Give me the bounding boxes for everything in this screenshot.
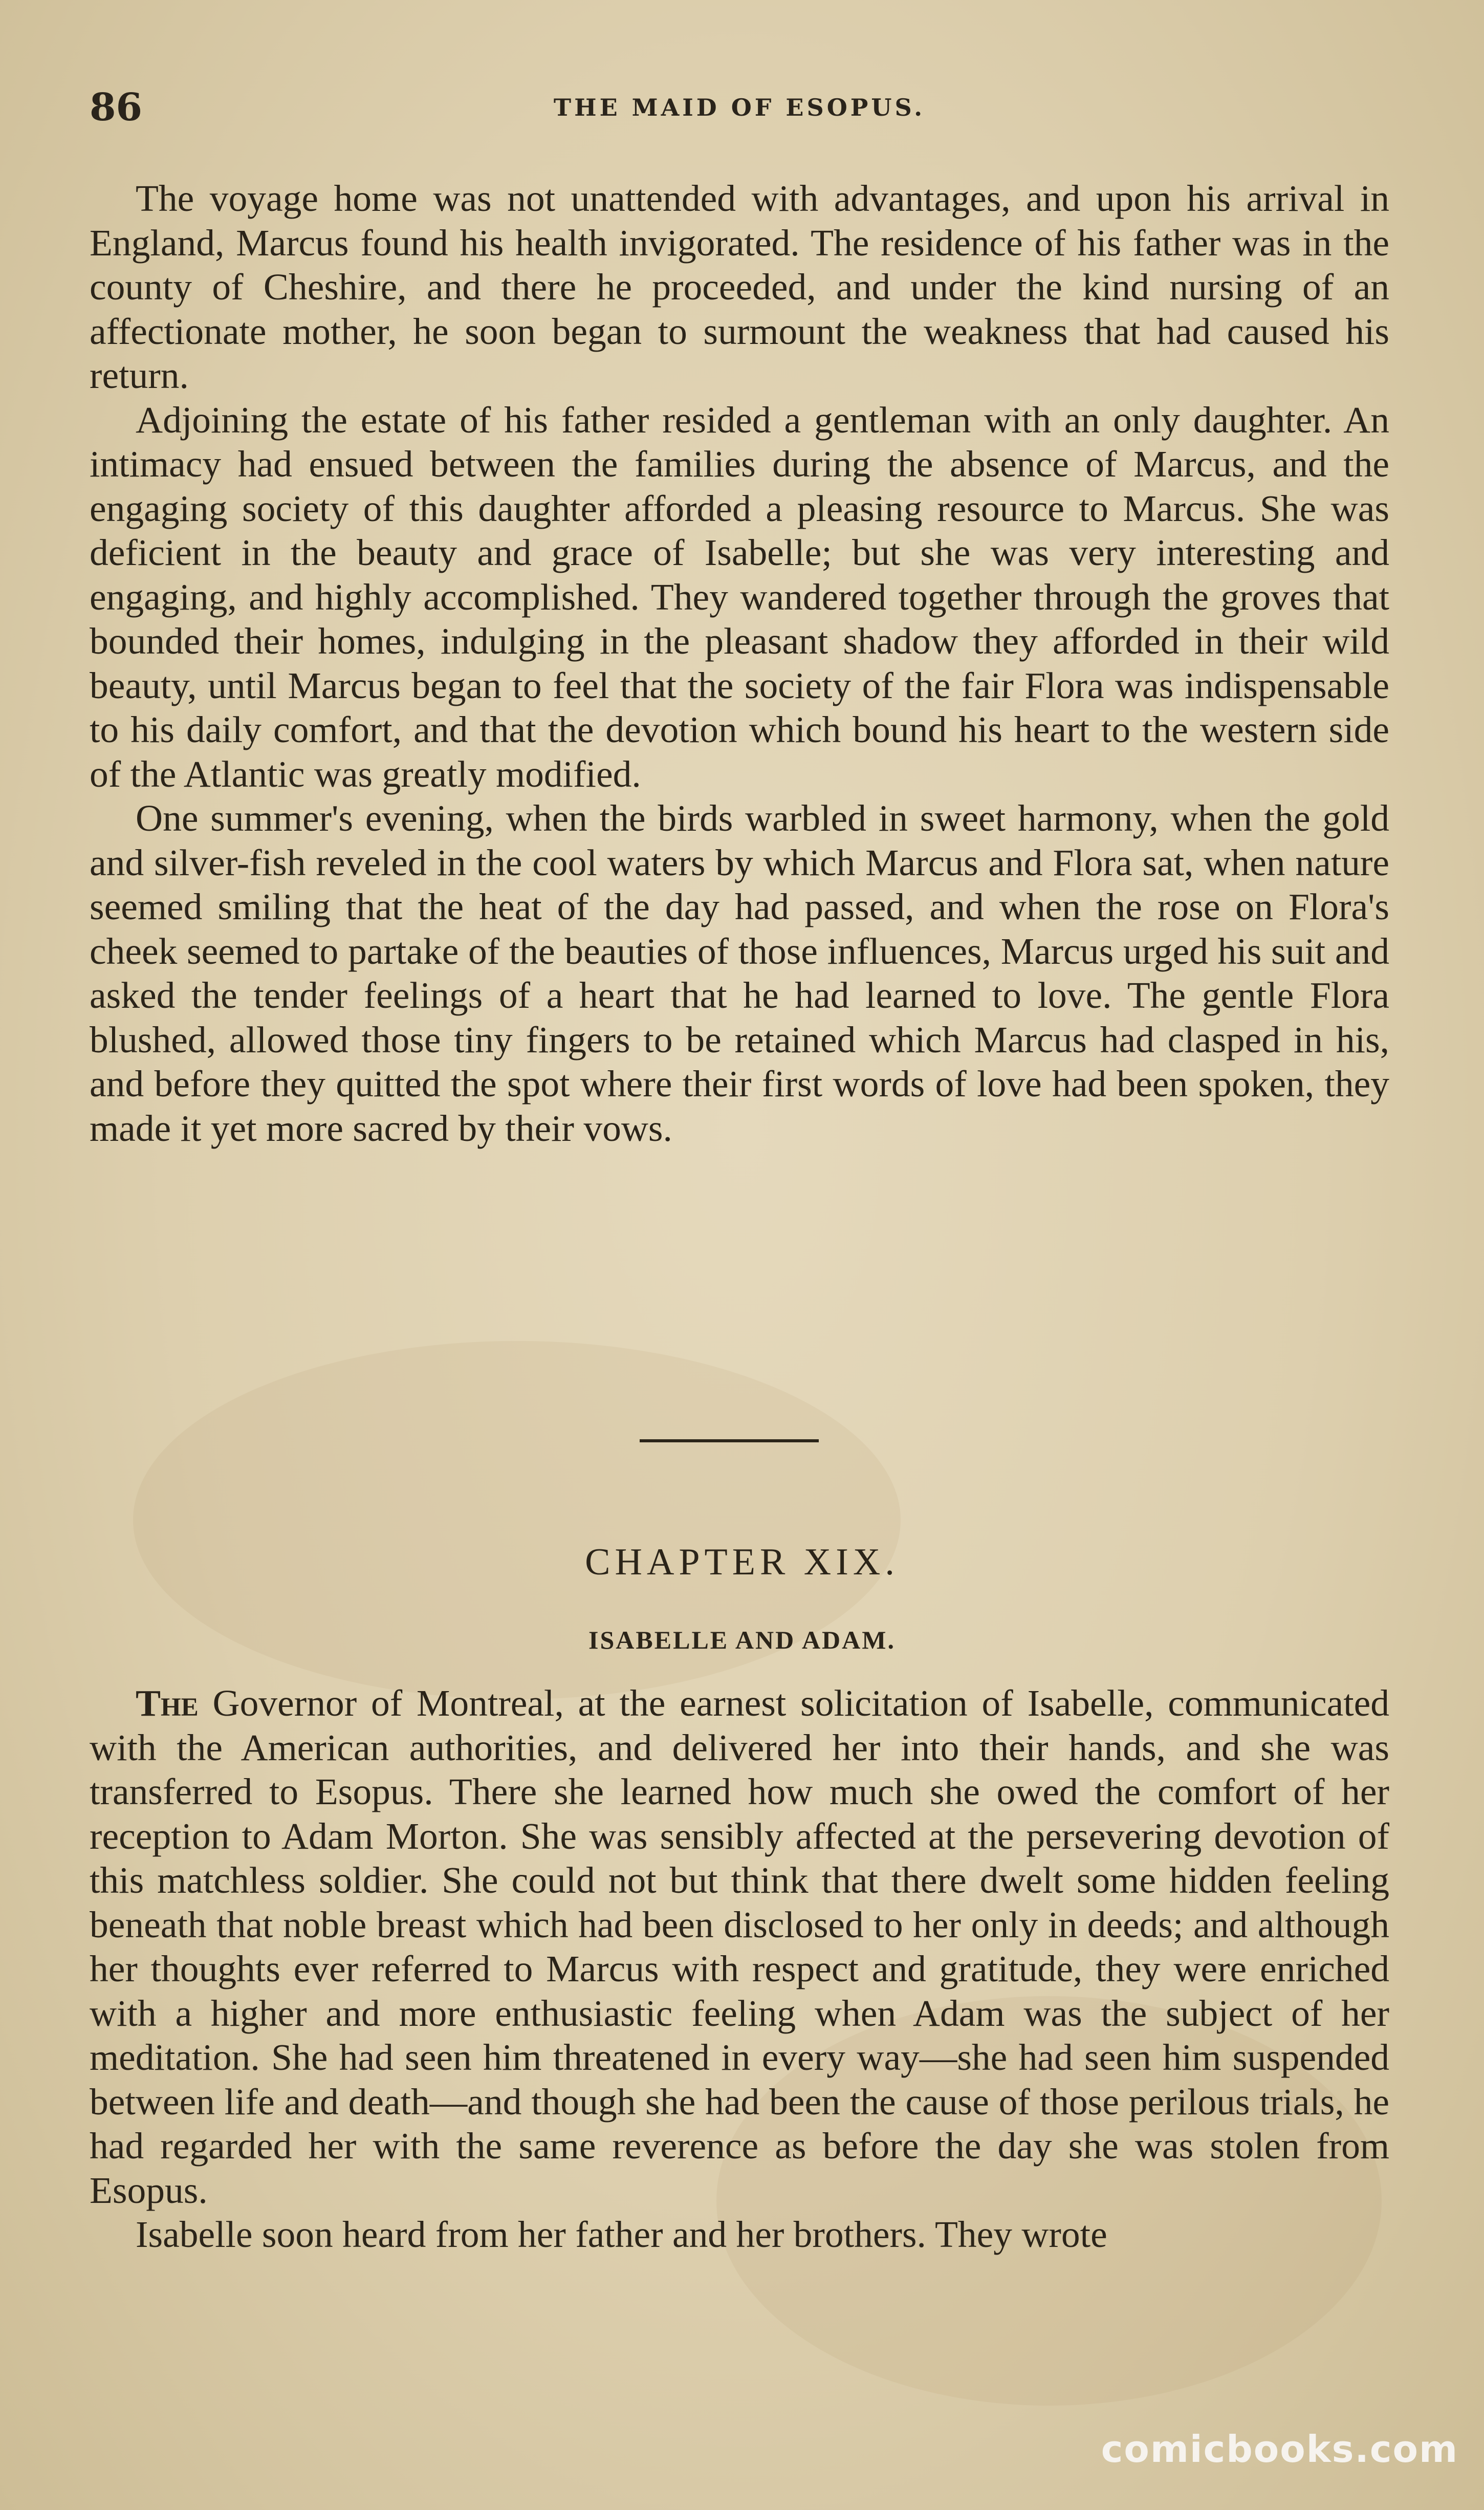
paragraph: One summer's evening, when the birds warbled in sweet harmony, when the gold and silver-fish reveled in the cool waters by which Marcus and Flora sat, when nature seemed smiling that the heat of the day had passed, and when the rose on Flora's cheek seemed to partake of the beauties of those influences, Marcus urged his suit and asked the tender feelings of a heart that he had learned to love. The gentle Flora blushed, allowed those tiny fingers to be retained which Marcus had clasped in his, and before they quitted the spot where their first words of love had been spoken, they made it yet more sacred by their vows. bbox=[90, 797, 1389, 1149]
paragraph: Adjoining the estate of his father resided a gentleman with an only daughter. An intimacy had ensued between the families during the absence of Marcus, and the engaging society of this daughter afforded a pleasing resource to Marcus. She was deficient in the beauty and grace of Isabelle; but she was very interesting and engaging, and highly accomplished. They wandered together through the groves that bounded their homes, indulging in the pleasant shadow they afforded in their wild beauty, until Marcus began to feel that the society of the fair Flora was indispensable to his daily comfort, and that the devotion which bound his heart to the western side of the Atlantic was greatly modified. bbox=[90, 399, 1389, 795]
running-title: THE MAID OF ESOPUS. bbox=[553, 94, 926, 121]
text-block-chapter bbox=[90, 1681, 1389, 2257]
section-divider bbox=[640, 1439, 819, 1442]
page-number: 86 bbox=[90, 85, 142, 129]
watermark: comicbooks.com bbox=[1101, 2428, 1458, 2471]
text-block-before-chapter bbox=[90, 177, 1389, 1151]
paragraph-text: Governor of Montreal, at the earnest solicitation of Isabelle, communicated with the American authorities, and delivered her into their hands, and she was transferred to Esopus. There she learned how much she owed the comfort of her reception to Adam Morton. She was sensibly affected at the persevering devotion of this matchless soldier. She could not but think that there dwelt some hidden feeling beneath that noble breast which had been disclosed to her only in deeds; and although her thoughts ever referred to Marcus with respect and gratitude, they were enriched with a higher and more enthusiastic feeling when Adam was the subject of her meditation. She had seen him threatened in every way—she had seen him suspended between life and death—and though she had been the cause of those perilous trials, he had regarded her with the same reverence as before the day she was stolen from Esopus. bbox=[90, 1682, 1389, 2211]
opening-word: The bbox=[136, 1682, 199, 1724]
paragraph: Isabelle soon heard from her father and her brothers. They wrote bbox=[136, 2214, 1107, 2255]
paragraph bbox=[90, 1681, 1389, 2213]
paragraph: The voyage home was not unattended with advantages, and upon his arrival in England, Marcus found his health invigorated. The residence of his father was in the county of Cheshire, and there he proceeded, and under the kind nursing of an affectionate mother, he soon began to surmount the weakness that had caused his return. bbox=[90, 178, 1389, 396]
chapter-title: CHAPTER XIX. bbox=[585, 1541, 899, 1583]
page-header bbox=[90, 77, 1389, 138]
chapter-subtitle: ISABELLE AND ADAM. bbox=[588, 1626, 896, 1654]
